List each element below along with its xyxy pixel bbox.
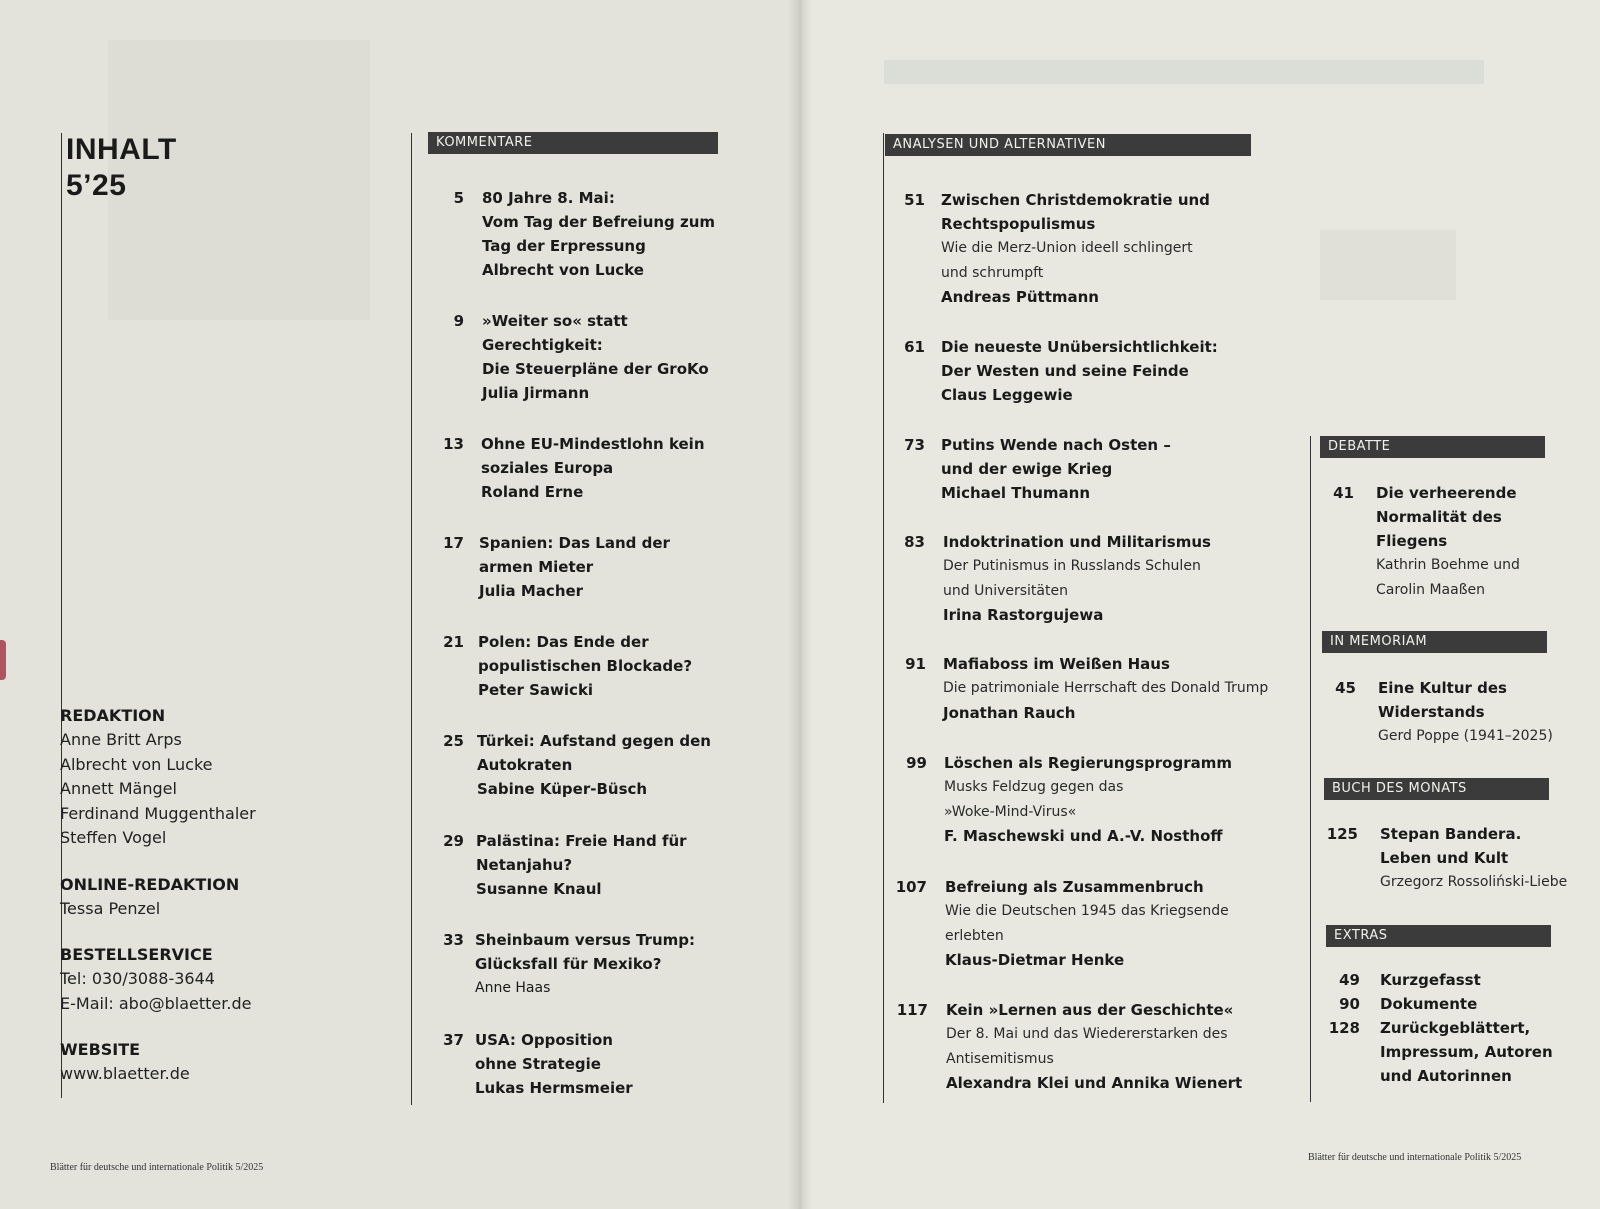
page-number: 117 — [896, 1001, 928, 1019]
entry-author: Jonathan Rauch — [943, 703, 1076, 722]
page-number: 33 — [443, 931, 464, 949]
editor-name: Anne Britt Arps — [60, 730, 182, 749]
page-number: 21 — [443, 633, 464, 651]
entry-title: »Weiter so« statt — [482, 312, 628, 330]
contents-title — [66, 132, 177, 204]
editor-name: Annett Mängel — [60, 779, 177, 798]
entry-title: Stepan Bandera. — [1380, 825, 1522, 843]
entry-author: Irina Rastorgujewa — [943, 606, 1104, 624]
entry-subtitle: Wie die Deutschen 1945 das Kriegsende — [945, 903, 1229, 919]
section-bar-buch: BUCH DES MONATS — [1324, 778, 1549, 800]
entry-title: Sheinbaum versus Trump: — [475, 931, 695, 949]
entry-subtitle: »Woke-Mind-Virus« — [944, 803, 1077, 820]
entry-subtitle: Der 8. Mai und das Wiedererstarken des — [946, 1026, 1228, 1042]
entry-title: Dokumente — [1380, 995, 1478, 1013]
entry-title: Die neueste Unübersichtlichkeit: — [941, 338, 1218, 356]
page-gutter — [788, 0, 812, 1209]
page-title: INHALT — [66, 133, 177, 166]
entry-author: Grzegorz Rossoliński-Liebe — [1380, 874, 1568, 890]
entry-title: USA: Opposition — [475, 1031, 613, 1049]
online-redaktion-group — [60, 873, 256, 922]
show-through-box — [1320, 230, 1456, 300]
website-url: www.blaetter.de — [60, 1064, 190, 1083]
column-rule-analysen — [883, 133, 884, 1103]
page-number: 125 — [1326, 825, 1358, 843]
entry-author: Klaus-Dietmar Henke — [945, 951, 1125, 969]
entry-title: Tag der Erpressung — [482, 237, 646, 255]
entry-title: Löschen als Regierungsprogramm — [944, 754, 1233, 772]
entry-title: populistischen Blockade? — [478, 657, 693, 675]
entry-author: F. Maschewski und A.-V. Nosthoff — [944, 827, 1223, 845]
footer-right: Blätter für deutsche und internationale Politik 5/2025 — [1308, 1152, 1522, 1163]
entry-title: Ohne EU-Mindestlohn kein — [481, 435, 705, 453]
entry-author: Lukas Hermsmeier — [475, 1079, 633, 1097]
entry-title: Putins Wende nach Osten – — [941, 436, 1171, 454]
page-number: 49 — [1339, 971, 1360, 989]
entry-title: soziales Europa — [481, 459, 614, 477]
page-edge-marker — [0, 640, 6, 680]
online-redaktion-heading: ONLINE-REDAKTION — [60, 874, 240, 894]
page-number: 73 — [904, 436, 925, 454]
entry-title: Normalität des — [1376, 508, 1502, 526]
editor-name: Ferdinand Muggenthaler — [60, 803, 256, 823]
page-number: 61 — [904, 338, 925, 356]
entry-author: Roland Erne — [481, 483, 584, 501]
entry-title: armen Mieter — [479, 558, 594, 576]
entry-title: Glücksfall für Mexiko? — [475, 955, 662, 973]
entry-title: Indoktrination und Militarismus — [943, 533, 1211, 551]
entry-title: Der Westen und seine Feinde — [941, 362, 1189, 380]
column-rule-right — [1310, 436, 1311, 1102]
entry-subtitle: Die patrimoniale Herrschaft des Donald Trump — [943, 680, 1269, 696]
page-number: 83 — [904, 533, 925, 551]
entry-title: Leben und Kult — [1380, 849, 1509, 867]
section-bar-kommentare: KOMMENTARE — [428, 132, 718, 154]
column-rule-kommentare — [411, 133, 412, 1105]
page-number: 9 — [453, 312, 464, 330]
entry-title: Die verheerende — [1376, 484, 1517, 502]
bestellservice-group — [60, 943, 256, 1016]
entry-title: Kein »Lernen aus der Geschichte« — [946, 1001, 1234, 1019]
entry-title: Mafiaboss im Weißen Haus — [943, 655, 1170, 673]
section-bar-memoriam: IN MEMORIAM — [1322, 631, 1547, 653]
entry-subtitle: erlebten — [945, 927, 1004, 944]
footer-left: Blätter für deutsche und internationale Politik 5/2025 — [50, 1162, 264, 1173]
editorial-info — [60, 704, 256, 1109]
phone-number: Tel: 030/3088-3644 — [60, 969, 215, 988]
entry-subtitle: Wie die Merz-Union ideell schlingert — [941, 240, 1193, 256]
website-group — [60, 1038, 256, 1087]
entry-author: Alexandra Klei und Annika Wienert — [946, 1074, 1243, 1092]
page-number: 128 — [1328, 1019, 1360, 1037]
entry-author: Julia Jirmann — [482, 384, 590, 402]
entry-title: Eine Kultur des — [1378, 679, 1507, 697]
entry-author: Julia Macher — [479, 582, 584, 600]
entry-title: Türkei: Aufstand gegen den — [477, 732, 711, 750]
entry-title: Netanjahu? — [476, 856, 573, 874]
entry-author: Sabine Küper-Büsch — [477, 780, 648, 798]
entry-author: Gerd Poppe (1941–2025) — [1378, 728, 1553, 744]
section-bar-debatte: DEBATTE — [1320, 436, 1545, 458]
entry-title: Autokraten — [477, 756, 573, 774]
entry-title: Zwischen Christdemokratie und — [941, 191, 1210, 209]
entry-title: ohne Strategie — [475, 1055, 601, 1073]
section-bar-analysen: ANALYSEN UND ALTERNATIVEN — [885, 134, 1251, 156]
page-number: 99 — [906, 754, 927, 772]
page-number: 37 — [443, 1031, 464, 1049]
entry-author: Susanne Knaul — [476, 880, 602, 898]
entry-title: Rechtspopulismus — [941, 215, 1096, 233]
page-number: 17 — [443, 534, 464, 552]
page-number: 5 — [453, 189, 464, 207]
entry-title: Befreiung als Zusammenbruch — [945, 878, 1204, 896]
entry-title: Widerstands — [1378, 703, 1485, 721]
online-editor-name: Tessa Penzel — [60, 898, 161, 918]
entry-title: Spanien: Das Land der — [479, 534, 670, 552]
entry-subtitle: Musks Feldzug gegen das — [944, 779, 1124, 795]
entry-title: Die Steuerpläne der GroKo — [482, 360, 709, 378]
entry-title: und der ewige Krieg — [941, 460, 1113, 478]
page-number: 41 — [1333, 484, 1354, 502]
page-number: 13 — [443, 435, 464, 453]
entry-author: Michael Thumann — [941, 484, 1090, 502]
entry-title: Fliegens — [1376, 532, 1448, 550]
entry-title: Gerechtigkeit: — [482, 336, 603, 354]
entry-subtitle: und schrumpft — [941, 264, 1044, 281]
entry-subtitle: Der Putinismus in Russlands Schulen — [943, 558, 1201, 574]
entry-title: Vom Tag der Befreiung zum — [482, 213, 716, 231]
entry-title: Polen: Das Ende der — [478, 633, 649, 651]
page-number: 51 — [904, 191, 925, 209]
editor-name: Steffen Vogel — [60, 828, 167, 847]
redaktion-heading: REDAKTION — [60, 706, 166, 725]
entry-title: Palästina: Freie Hand für — [476, 832, 687, 850]
page-number: 45 — [1335, 679, 1356, 697]
entry-title: 80 Jahre 8. Mai: — [482, 189, 615, 207]
bestellservice-heading: BESTELLSERVICE — [60, 945, 213, 964]
entry-title: und Autorinnen — [1380, 1067, 1512, 1085]
section-bar-extras: EXTRAS — [1326, 925, 1551, 947]
entry-author: Albrecht von Lucke — [482, 261, 644, 279]
show-through-band — [884, 60, 1484, 84]
entry-author: Andreas Püttmann — [941, 288, 1099, 306]
website-heading: WEBSITE — [60, 1040, 141, 1059]
entry-author: Claus Leggewie — [941, 386, 1073, 404]
entry-subtitle: Antisemitismus — [946, 1050, 1054, 1067]
entry-title: Zurückgeblättert, — [1380, 1019, 1531, 1037]
entry-author: Anne Haas — [475, 980, 551, 996]
page-number: 107 — [895, 878, 927, 896]
page-number: 90 — [1339, 995, 1360, 1013]
entry-author: Kathrin Boehme und — [1376, 557, 1520, 573]
redaktion-group — [60, 704, 256, 851]
issue-number: 5’25 — [66, 169, 127, 202]
entry-author: Carolin Maaßen — [1376, 581, 1486, 598]
entry-title: Impressum, Autoren — [1380, 1043, 1553, 1061]
editor-name: Albrecht von Lucke — [60, 754, 213, 774]
email-address: E-Mail: abo@blaetter.de — [60, 993, 252, 1013]
page-number: 91 — [905, 655, 926, 673]
entry-title: Kurzgefasst — [1380, 971, 1481, 989]
page-number: 29 — [443, 832, 464, 850]
page-number: 25 — [443, 732, 464, 750]
entry-author: Peter Sawicki — [478, 681, 594, 699]
entry-subtitle: und Universitäten — [943, 582, 1068, 599]
